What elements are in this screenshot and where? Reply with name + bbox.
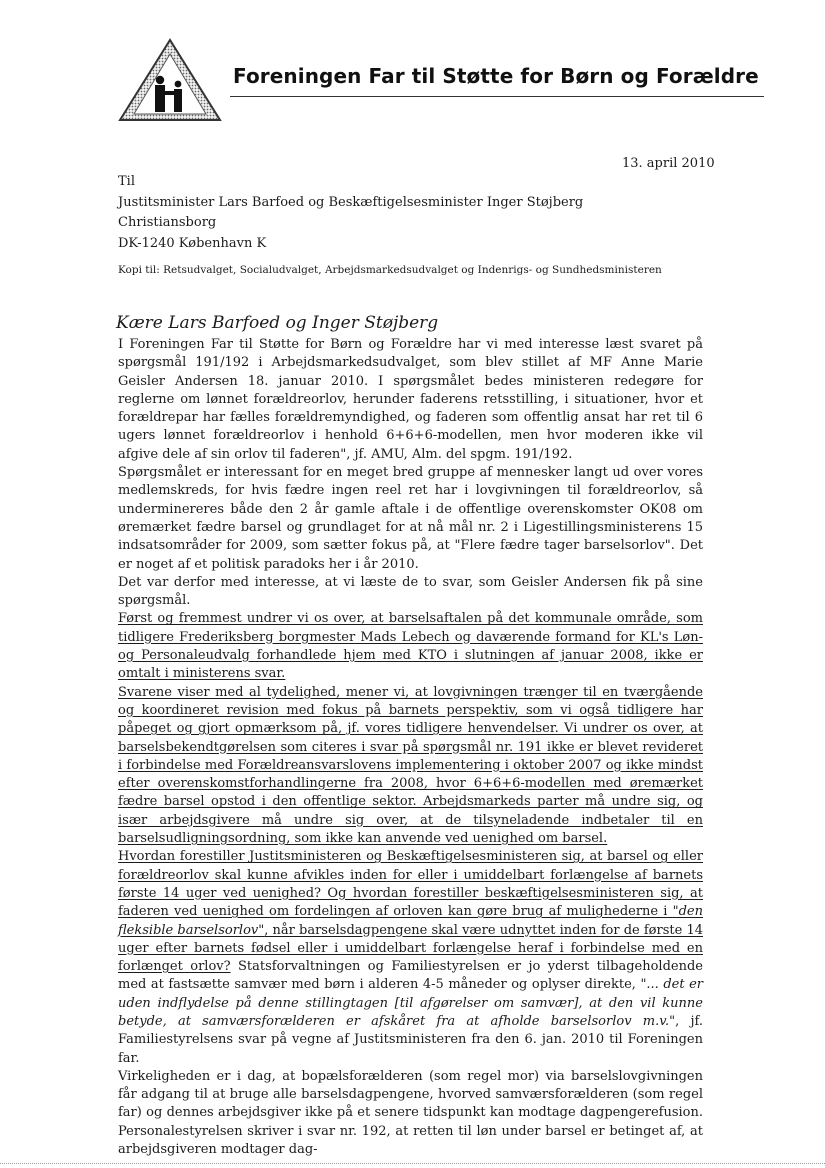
address-line: DK-1240 København K: [118, 235, 267, 251]
paragraph: Virkeligheden er i dag, at bopælsforælderen (som regel mor) via barselslovgivningen får adgang til at bruge alle barselsdagpengene, hvorved samværsforælderen (som regel far) og dennes arbejdsgiver ikke på et senere tidspunkt kan modtage dagpengerefusion. Personalestyrelsen skriver i svar nr. 192, at retten til løn under barsel er betinget af, at arbejdsgiveren modtager dag-: [118, 1068, 703, 1158]
paragraph-text: Statsforvaltningen og Familiestyrelsen er jo yderst tilbageholdende med at fastsætte samvær med børn i alderen 4-5 måneder og oplyser direkte,: [118, 959, 703, 993]
quotation: "... det er uden indflydelse på denne stillingtagen [til afgørelser om samvær], at den vil kunne betyde, at samværsforælderen er afskåret fra at afholde barselsorlov m.v.": [118, 977, 703, 1029]
paragraph-text: , jf. Familiestyrelsens svar på vegne af Justitsministeren fra den 6. jan. 2010 til Foreningen far.: [118, 1013, 703, 1066]
address-line: Til: [118, 174, 135, 189]
copy-recipients: Kopi til: Retsudvalget, Socialudvalget, Arbejdsmarkedsudvalget og Indenrigs- og Sundhedsministeren: [118, 264, 662, 276]
paragraph-underlined: Først og fremmest undrer vi os over, at barselsaftalen på det kommunale område, som tidligere Frederiksberg borgmester Mads Lebech og daværende formand for KL's Løn- og Personaleudvalg forhandlede hjem med KTO i slutningen af januar 2008, ikke er omtalt i ministerens svar.: [118, 611, 703, 682]
family-triangle-logo-icon: [116, 36, 224, 124]
address-line: Justitsminister Lars Barfoed og Beskæftigelsesminister Inger Støjberg: [118, 194, 584, 210]
paragraph: [118, 848, 703, 1068]
scan-edge: [0, 1163, 825, 1164]
quoted-term: "den fleksible barselsorlov": [118, 904, 703, 938]
org-name: Foreningen Far til Støtte for Børn og Forældre: [233, 64, 759, 88]
question-text: Hvordan forestiller Justitsministeren og Beskæftigelsesministeren sig, at barsel og eller forældreorlov skal kunne afvikles inden for eller i umiddelbart forlængelse af barnets første 14 uger ved uenighed? Og hvordan forestiller beskæftigelsesministeren sig, at faderen ved uenighed om fordelingen af orloven kan gøre brug af mulighederne i: [118, 849, 703, 920]
letter-body: [118, 336, 703, 1159]
header-rule: [230, 96, 764, 97]
address-line: Christiansborg: [118, 215, 217, 230]
letter-date: 13. april 2010: [622, 156, 715, 171]
paragraph-underlined: Svarene viser med al tydelighed, mener vi, at lovgivningen trænger til en tværgående og koordineret revision med fokus på barnets perspektiv, som vi også tidligere har påpeget og gjort opmærksom på, jf. vores tidligere henvendelser. Vi undrer os over, at barselsbekendtgørelsen som citeres i svar på spørgsmål nr. 191 ikke er blevet revideret i forbindelse med Forældreansvarslovens implementering i oktober 2007 og ikke mindst efter overenskomstforhandlingerne fra 2008, hvor 6+6+6-modellen med øremærket fædre barsel opstod i den offentlige sektor. Arbejdsmarkeds parter må undre sig, og især arbejdsgivere må undre sig over, at de tilsyneladende indbetaler til en barselsudligningsordning, som ikke kan anvende ved uenighed om barsel.: [118, 684, 703, 847]
paragraph: Det var derfor med interesse, at vi læste de to svar, som Geisler Andersen fik på sine spørgsmål.: [118, 574, 703, 609]
salutation: Kære Lars Barfoed og Inger Støjberg: [116, 313, 439, 333]
recipient-address: [118, 172, 583, 254]
paragraph: I Foreningen Far til Støtte for Børn og Forældre har vi med interesse læst svaret på spørgsmål 191/192 i Arbejdsmarkedsudvalget, som blev stillet af MF Anne Marie Geisler Andersen 18. januar 2010. I spørgsmålet bedes ministeren redegøre for reglerne om lønnet forældreorlov, herunder faderens retsstilling, i situationer, hvor et forældrepar har fælles forældremyndighed, og faderen som offentlig ansat har ret til 6 ugers lønnet forældreorlov i henhold 6+6+6-modellen, men hvor moderen ikke vil afgive dele af sin orlov til faderen", jf. AMU, Alm. del spgm. 191/192.: [118, 337, 703, 462]
paragraph: Spørgsmålet er interessant for en meget bred gruppe af mennesker langt ud over vores medlemskreds, for hvis fædre ingen reel ret har i lovgivningen til forældreorlov, så underminereres både den 2 år gamle aftale i de offentlige overenskomster OK08 om øremærket fædre barsel og grundlaget for at nå mål nr. 2 i Ligestillingsministerens 15 indsatsområder for 2009, som sætter fokus på, at "Flere fædre tager barselsorlov". Det er noget af et politisk paradoks her i år 2010.: [118, 465, 703, 572]
question-text: , når barselsdagpengene skal være udnyttet inden for de første 14 uger efter barnets fødsel eller i umiddelbart forlængelse heraf i forbindelse med en forlænget orlov?: [118, 922, 703, 975]
